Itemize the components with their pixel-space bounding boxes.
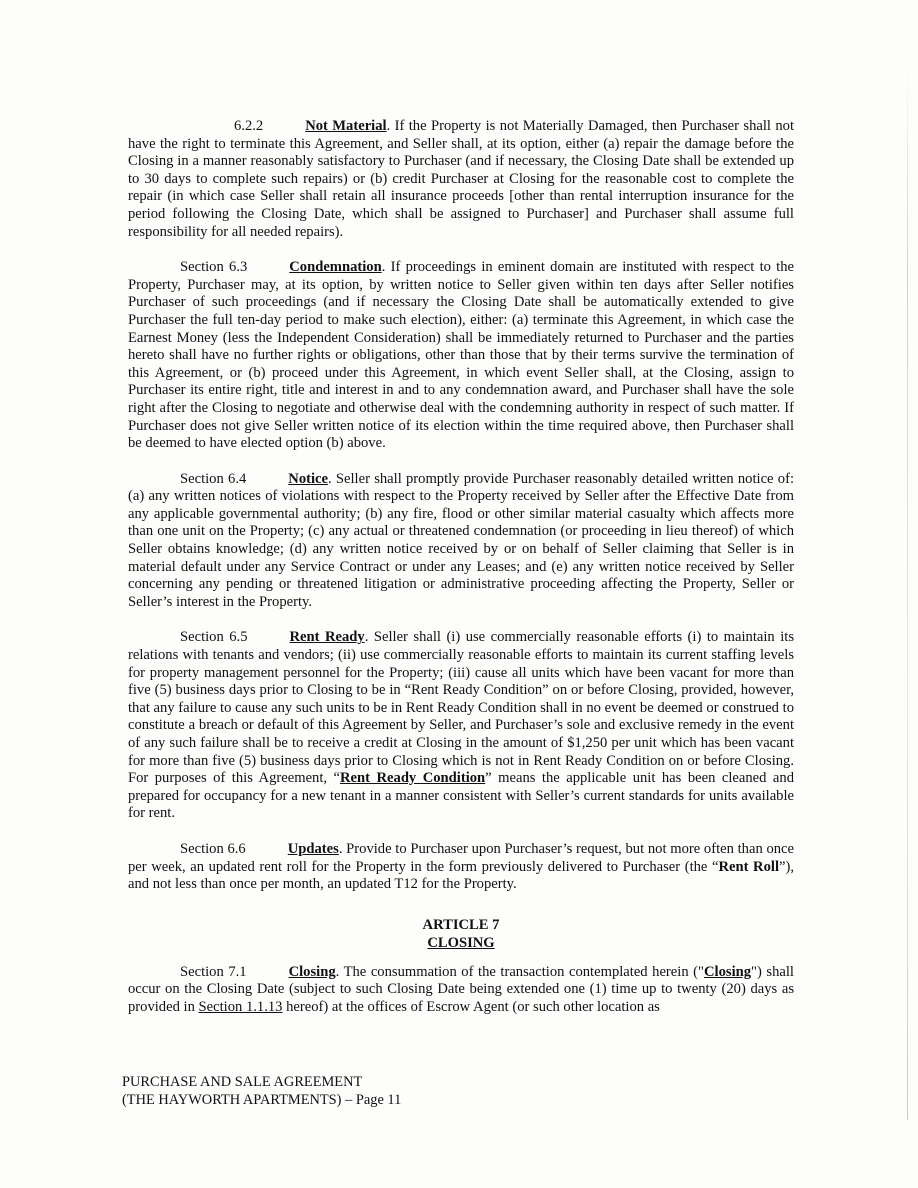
section-text: . The consummation of the transaction contemplated herein (" xyxy=(335,963,704,980)
section-text: . If the Property is not Materially Damaged, then Purchaser shall not have the right to terminate this Agreement, and Seller shall, at its option, either (a) repair the damage before the Closing in a manner reasonably satisfactory to Purchaser (and if necessary, the Closing Date shall be extended up to 30 days to complete such repairs) or (b) credit Purchaser at Closing for the reasonable cost to complete the repair (in which case Seller shall retain all insurance proceeds [other than rental interruption insurance for the period following the Closing Date, which shall be assigned to Purchaser] and Purchaser shall assume full responsibility for all needed repairs). xyxy=(128,118,794,240)
defined-term: Rent Roll xyxy=(718,858,780,875)
section-text-mid: ") shall occur on the Closing Date (subject to such Closing Date being extended one (1) time up to twenty (20) days as provided in xyxy=(128,963,794,1015)
section-text: . Provide to Purchaser upon Purchaser’s request, but not more often than once per week, an updated rent roll for the Property in the form previously delivered to Purchaser (the “ xyxy=(128,840,794,875)
section-6-4 xyxy=(128,471,794,612)
defined-term: Closing xyxy=(704,963,752,980)
section-number: Section 6.3 xyxy=(180,259,248,276)
section-number: Section 6.5 xyxy=(180,629,248,646)
defined-term: Rent Ready Condition xyxy=(340,770,486,787)
section-text: . Seller shall promptly provide Purchaser reasonably detailed written notice of: (a) any written notices of violations with respect to the Property received by Seller after the Effective Date from any applicable governmental authority; (b) any fire, flood or other similar material casualty which affects more than one unit on the Property; (c) any actual or threatened condemnation (or proceeding in lieu thereof) of which Seller obtains knowledge; (d) any written notice received by or on behalf of Seller claiming that Seller is in material default under any Service Contract or under any Leases; and (e) any written notice received by Seller concerning any pending or threatened litigation or administrative proceeding affecting the Property, Seller or Seller’s interest in the Property. xyxy=(128,470,794,610)
article-subtitle: CLOSING xyxy=(427,934,495,951)
section-number: Section 6.6 xyxy=(180,840,246,857)
cross-reference: Section 1.1.13 xyxy=(198,998,283,1015)
section-heading: Notice xyxy=(288,470,328,487)
section-heading: Closing xyxy=(288,963,336,980)
section-text-after: ”), and not less than once per month, an updated T12 for the Property. xyxy=(128,858,795,893)
section-text-after: hereof) at the offices of Escrow Agent (or such other location as xyxy=(282,998,660,1015)
section-text-after: ” means the applicable unit has been cleaned and prepared for occupancy for a new tenant in a manner consistent with Seller’s current standards for units available for rent. xyxy=(128,770,794,822)
article-heading xyxy=(128,916,794,952)
article-title: ARTICLE 7 xyxy=(422,916,500,933)
section-heading: Condemnation xyxy=(289,259,382,276)
section-6-6 xyxy=(128,841,794,894)
section-number: 6.2.2 xyxy=(234,118,264,134)
section-6-5 xyxy=(128,629,794,823)
section-text: . Seller shall (i) use commercially reasonable efforts (i) to maintain its relations with tenants and vendors; (ii) use commercially reasonable efforts to maintain its current staffing levels for property management personnel for the Property; (iii) cause all units which have been vacant for more than five (5) business days prior to Closing to be in “Rent Ready Condition” on or before Closing, provided, however, that any failure to cause any such units to be in Rent Ready Condition shall in no event be deemed or construed to constitute a breach or default of this Agreement by Seller, and Purchaser’s sole and exclusive remedy in the event of any such failure shall be to receive a credit at Closing in the amount of $1,250 per unit which has been vacant for more than five (5) business days prior to Closing which is not in Rent Ready Condition on or before Closing. For purposes of this Agreement, “ xyxy=(128,629,795,787)
section-heading: Rent Ready xyxy=(289,629,365,646)
scan-edge-line xyxy=(907,60,908,1120)
section-7-1 xyxy=(128,964,794,1017)
section-heading: Not Material xyxy=(305,118,387,134)
section-6-3 xyxy=(128,259,794,453)
section-text: . If proceedings in eminent domain are instituted with respect to the Property, Purchaser may, at its option, by written notice to Seller given within ten days after Seller notifies Purchaser of such proceedings (and if necessary the Closing Date shall be automatically extended to give Purchaser the full ten-day period to make such election), either: (a) terminate this Agreement, in which case the Earnest Money (less the Independent Consideration) shall be immediately returned to Purchaser and the parties hereto shall have no further rights or obligations, other than those that by their terms survive the termination of this Agreement, or (b) proceed under this Agreement, in which event Seller shall, at the Closing, assign to Purchaser its entire right, title and interest in and to any condemnation award, and Purchaser shall have the sole right after the Closing to negotiate and otherwise deal with the condemning authority in respect of such matter. If Purchaser does not give Seller written notice of its election within the time required above, then Purchaser shall be deemed to have elected option (b) above. xyxy=(128,259,794,452)
section-number: Section 7.1 xyxy=(180,963,247,980)
document-body xyxy=(128,118,794,1035)
section-number: Section 6.4 xyxy=(180,470,247,487)
footer-line-2: (THE HAYWORTH APARTMENTS) – Page 11 xyxy=(122,1091,402,1108)
section-heading: Updates xyxy=(287,840,339,857)
page-footer xyxy=(122,1074,401,1109)
footer-line-1: PURCHASE AND SALE AGREEMENT xyxy=(122,1074,363,1090)
section-6-2-2 xyxy=(128,118,794,241)
